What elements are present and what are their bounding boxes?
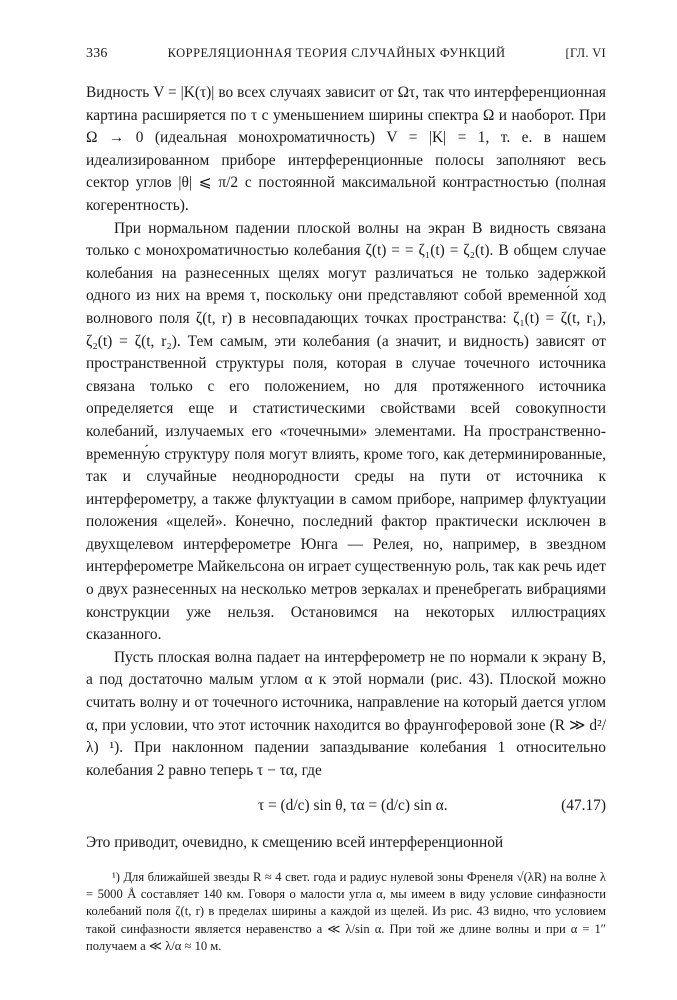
paragraph-visibility: Видность V = |K(τ)| во всех случаях зависит от Ωτ, так что интерференционная картина расширяется по τ с уменьшением ширины спектра Ω и наоборот. При Ω → 0 (идеальная монохроматичность) V = |K| = 1, т. е. в нашем идеализированном приборе интерференционные полосы заполняют весь сектор углов |θ| ⩽ π/2 с постоянной максимальной контрастностью (полная когерентность). xyxy=(86,84,606,214)
footnote-1: ¹) Для ближайшей звезды R ≈ 4 свет. года и радиус нулевой зоны Френеля √(λR) на волне λ = 5000 Å составляет 140 км. Говоря о малости угла α, мы имеем в виду условие синфазности колебаний поля ζ(t, r) в пределах ширины a каждой из щелей. Из рис. 43 видно, что условием такой синфазности является неравенство a ≪ λ/sin α. При той же длине волны и при α = 1″ получаем a ≪ λ/α ≈ 10 м. xyxy=(86,870,606,953)
paragraph-normal-incidence: При нормальном падении плоской волны на экран B видность связана только с монохроматичностью колебания ζ(t) = = ζ₁(t) = ζ₂(t). В общем случае колебания на разнесенных щелях могут различаться не только задержкой одного из них на время τ, поскольку они представляют собой временно́й ход волнового поля ζ(t, r) в несовпадающих точках пространства: ζ₁(t) = ζ(t, r₁), ζ₂(t) = ζ(t, r₂). Тем самым, эти колебания (а значит, и видность) зависят от пространственной структуры поля, которая в случае точечного источника связана только с его положением, но для протяженного источника определяется еще и статистическими свойствами всей совокупности колебаний, излучаемых его «точечными» элементами. На пространственно-временну́ю структуру поля могут влиять, кроме того, как детерминированные, так и случайные неоднородности среды на пути от источника к интерферометру, а также флуктуации в самом приборе, например флуктуации положения «щелей». Конечно, последний фактор практически исключен в двухщелевом интерферометре Юнга — Релея, но, например, в звездном интерферометре Майкельсона он играет существенную роль, так как речь идет о двух разнесенных на несколько метров зеркалах и пренебрегать вибрациями конструкции уже нельзя. Остановимся на некоторых иллюстрациях сказанного. xyxy=(86,219,606,644)
book-page xyxy=(86,46,606,955)
page-number: 336 xyxy=(86,46,108,61)
paragraph-continuation: Это приводит, очевидно, к смещению всей интерференционной xyxy=(86,834,504,852)
paragraph-oblique-incidence: Пусть плоская волна падает на интерферометр не по нормали к экрану B, а под достаточно малым углом α к этой нормали (рис. 43). Плоской можно считать волну и от точечного источника, направление на который дается углом α, при условии, что этот источник находится во фраунгоферовой зоне (R ≫ d²/λ) ¹). При наклонном падении запаздывание колебания 1 относительно колебания 2 равно теперь τ − τα, где xyxy=(86,648,606,779)
equation-47-17 xyxy=(86,784,606,828)
chapter-marker: [ГЛ. VI xyxy=(565,46,606,60)
running-head xyxy=(86,46,606,62)
equation-number: (47.17) xyxy=(561,797,606,815)
equation-body: τ = (d/c) sin θ, τα = (d/c) sin α. xyxy=(258,797,448,815)
running-title: КОРРЕЛЯЦИОННАЯ ТЕОРИЯ СЛУЧАЙНЫХ ФУНКЦИЙ xyxy=(167,46,506,60)
